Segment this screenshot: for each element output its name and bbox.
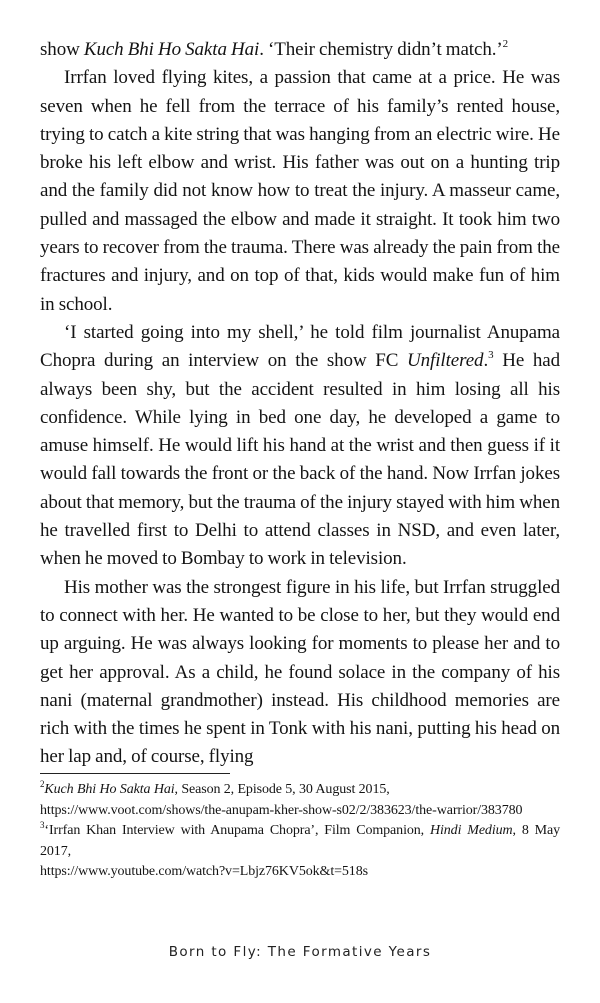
running-footer: Born to Fly: The Formative Years — [168, 944, 432, 960]
footnote-url[interactable]: https://www.youtube.com/watch?v=Lbjz76KV5ok&t=518s — [40, 864, 368, 879]
text-run: . — [483, 350, 489, 372]
text-run: . ‘Their chemistry didn’t match.’ — [259, 39, 503, 60]
footnote-text — [40, 820, 560, 859]
footnote — [40, 821, 560, 883]
text-run: Irrfan loved flying kites, a passion that came at a price. He was seven when he fell from the terrace of his family’s rented house, trying to catch a kite string that was hanging from an electric wire. He broke his left elbow and wrist. His father was out on a hunting trip and the family did not know how to treat the injury. A masseur came, pulled and massaged the elbow and made it straight. It took him two years to recover from the trauma. There was already the pain from the fractures and injury, and on top of that, kids would make fun of him in school. — [40, 67, 560, 315]
italic-text: Hindi Medium — [429, 823, 513, 838]
text-run: He had always been shy, but the accident resulted in him losing all his confidence. While lying in bed one day, he developed a game to amuse himself. He would lift his hand at the wrist and then guess if it would fall towards the front or the back of the hand. Now Irrfan jokes about that memory, but the trauma of the injury stayed with him when he travelled first to Delhi to attend classes in NSD, and even later, when he moved to Bombay to work in television. — [40, 350, 560, 570]
footnote-reference[interactable]: 3 — [488, 349, 494, 362]
text-run: ‘Irrfan Khan Interview with Anupama Chopra’, Film Companion, — [44, 823, 430, 838]
footnote-mark: 3 — [40, 820, 45, 830]
italic-text: Unfiltered — [407, 350, 484, 372]
paragraph — [40, 319, 560, 574]
text-run: show — [40, 39, 84, 60]
footnote-mark: 2 — [40, 779, 45, 789]
italic-text: Kuch Bhi Ho Sakta Hai — [83, 39, 260, 60]
text-run: , 8 May 2017, — [40, 823, 560, 859]
text-run: ‘I started going into my shell,’ he told film journalist Anupama Chopra during an interview on the show FC — [40, 321, 560, 372]
text-run: His mother was the strongest figure in his life, but Irrfan struggled to connect with her. He wanted to be close to her, but they would end up arguing. He was always looking for moments to please her and to get her approval. As a child, he found solace in the company of his nani (maternal grandmother) instead. His childhood memories are rich with the times he spent in Tonk with his nani, putting his head on her lap and, of course, flying — [40, 576, 560, 768]
italic-text: Kuch Bhi Ho Sakta Hai — [44, 782, 175, 797]
footnote-text — [40, 779, 390, 797]
paragraph — [40, 574, 560, 772]
text-run: , Season 2, Episode 5, 30 August 2015, — [174, 782, 390, 797]
body-text — [40, 36, 560, 772]
footnote-divider — [40, 773, 230, 774]
footnotes — [40, 780, 560, 883]
paragraph — [40, 64, 560, 319]
paragraph — [40, 36, 560, 64]
footnote-reference[interactable]: 2 — [502, 38, 508, 50]
footnote — [40, 780, 560, 821]
footnote-url[interactable]: https://www.voot.com/shows/the-anupam-kher-show-s02/2/383623/the-warrior/383780 — [40, 802, 523, 818]
